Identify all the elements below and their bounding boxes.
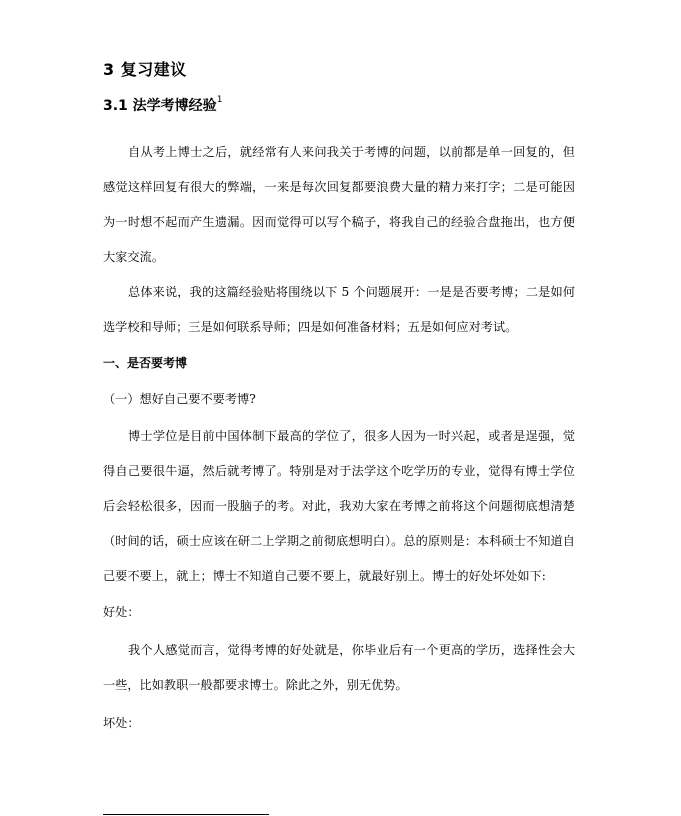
sub-heading: （一）想好自己要不要考博? <box>103 392 256 406</box>
footnote-ref: 1 <box>216 95 223 106</box>
paragraph-intro: 自从考上博士之后，就经常有人来问我关于考博的问题，以前都是单一回复的，但感觉这样回复有很大的弊端，一来是每次回复都要浪费大量的精力来打字；二是可能因为一时想不起而产生遗漏。因而觉得可以写个稿子，将我自己的经验合盘拖出，也方便大家交流。 <box>103 145 575 264</box>
paragraph-good: 我个人感觉而言，觉得考博的好处就是，你毕业后有一个更高的学历，选择性会大一些，比如教职一般都要求博士。除此之外，别无优势。 <box>103 643 575 692</box>
section-heading: 3 复习建议 <box>103 60 187 79</box>
label-bad: 坏处： <box>103 716 140 730</box>
subsection-title: 3.1 法学考博经验 <box>103 98 217 114</box>
paragraph-phd-degree: 博士学位是目前中国体制下最高的学位了，很多人因为一时兴起，或者是逞强，觉得自己要很牛逼，然后就考博了。特别是对于法学这个吃学历的专业，觉得有博士学位后会轻松很多，因而一股脑子的考。对此，我劝大家在考博之前将这个问题彻底想清楚（时间的话，硕士应该在研二上学期之前彻底想明白）。总的原则是：本科硕士不知道自己要不要上，就上；博士不知道自己要不要上，就最好别上。博士的好处坏处如下: <box>103 429 575 583</box>
subsection-heading <box>103 95 222 115</box>
heading-one: 一、是否要考博 <box>103 356 188 370</box>
paragraph-overview: 总体来说，我的这篇经验贴将围绕以下 5 个问题展开：一是是否要考博；二是如何选学校和导师；三是如何联系导师；四是如何准备材料；五是如何应对考试。 <box>103 285 575 334</box>
label-good: 好处： <box>103 605 140 619</box>
footnote-divider <box>103 814 269 815</box>
